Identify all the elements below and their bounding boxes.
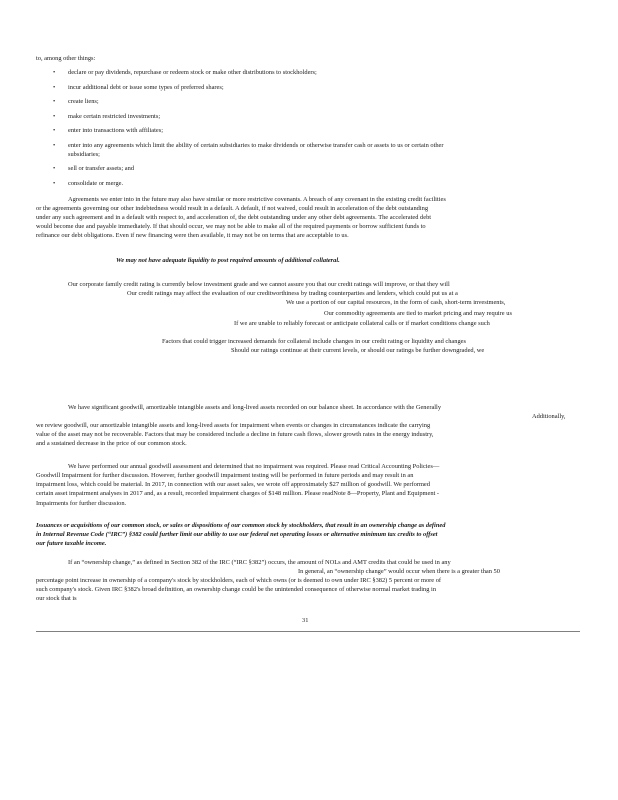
page-number: 31: [302, 617, 309, 624]
intro-text: to, among other things:: [36, 55, 96, 62]
paragraph-line: We have performed our annual goodwill assessment and determined that no impairment was required. Please read Critical Accounting Policies—: [68, 463, 440, 470]
paragraph-line: We have significant goodwill, amortizable intangible assets and long-lived assets recorded on our balance sheet. In accordance with the Generally: [68, 404, 442, 411]
list-item-text: incur additional debt or issue some types of preferred shares;: [68, 84, 224, 91]
heading-line: our future taxable income.: [36, 540, 107, 547]
bullet-glyph: •: [53, 165, 56, 172]
paragraph-line: If an “ownership change,” as defined in Section 382 of the IRC (“IRC §382”) occurs, the amount of NOLs and AMT credits that could be used in any: [68, 559, 451, 566]
paragraph-line: would become due and payable immediately. If that should occur, we may not be able to make all of the required payments or borrow sufficient funds to: [36, 223, 426, 230]
paragraph-line: under any such agreement and in a default with respect to, and acceleration of, the debt outstanding under any other debt agreements. The accelerated debt: [36, 214, 432, 221]
paragraph-line: such company's stock. Given IRC §382's broad definition, an ownership change could be the unintended consequence of otherwise normal market trading in: [36, 586, 437, 593]
bullet-glyph: •: [53, 142, 56, 149]
paragraph-line: impairment loss, which could be material. In 2017, in connection with our asset sales, we wrote off approximately $27 million of goodwill. We performed: [36, 481, 430, 488]
list-item-text: consolidate or merge.: [68, 180, 124, 187]
heading-line: in Internal Revenue Code (“IRC”) §382 could further limit our ability to use our federal net operating losses or alternative minimum tax credits to offset: [36, 531, 438, 538]
paragraph-line: our stock that is: [36, 595, 77, 602]
paragraph-line: Our corporate family credit rating is currently below investment grade and we cannot assure you that our credit ratings will improve, or that they will: [68, 281, 450, 288]
list-item-text: declare or pay dividends, repurchase or redeem stock or make other distributions to stockholders;: [68, 69, 317, 76]
paragraph-line: we review goodwill, our amortizable intangible assets and long-lived assets for impairment when events or changes in circumstances indicate the carrying: [36, 422, 431, 429]
list-item-text: enter into any agreements which limit the ability of certain subsidiaries to make dividends or otherwise transfer cash or assets to us or certain other: [68, 142, 444, 149]
bullet-glyph: •: [53, 127, 56, 134]
list-item-text: create liens;: [68, 98, 99, 105]
heading-line: Issuances or acquisitions of our common stock, or sales or dispositions of our common stock by stockholders, that result in an ownership change as defined: [36, 522, 446, 529]
paragraph-line: If we are unable to reliably forecast or anticipate collateral calls or if market conditions change such: [234, 320, 490, 327]
paragraph-line: Factors that could trigger increased demands for collateral include changes in our credit rating or liquidity and changes: [162, 338, 466, 345]
bullet-glyph: •: [53, 180, 56, 187]
paragraph-line: Goodwill Impairment for further discussion. However, further goodwill impairment testing will be performed in future periods and may result in an: [36, 472, 414, 479]
list-item-text: enter into transactions with affiliates;: [68, 127, 164, 134]
paragraph-line: Our commodity agreements are tied to market pricing and may require us: [324, 310, 512, 317]
list-item-text: subsidiaries;: [68, 151, 100, 158]
paragraph-line: percentage point increase in ownership of a company's stock by stockholders, each of which owns (or is deemed to own under IRC §382) 5 percent or more of: [36, 577, 442, 584]
paragraph-line: Should our ratings continue at their current levels, or should our ratings be further downgraded, we: [231, 347, 485, 354]
list-item-text: make certain restricted investments;: [68, 113, 161, 120]
paragraph-line: refinance our debt obligations. Even if new financing were then available, it may not be on terms that are acceptable to us.: [36, 232, 349, 239]
paragraph-line: Our credit ratings may affect the evaluation of our creditworthiness by trading counterparties and lenders, which could put us at a: [127, 290, 458, 297]
list-item-text: sell or transfer assets; and: [68, 165, 135, 172]
bullet-glyph: •: [53, 98, 56, 105]
heading-liquidity: We may not have adequate liquidity to post required amounts of additional collateral.: [116, 257, 340, 264]
footer-divider: [36, 631, 580, 632]
paragraph-line: Impairments for further discussion.: [36, 500, 127, 507]
paragraph-line: Agreements we enter into in the future may also have similar or more restrictive covenants. A breach of any covenant in the existing credit facilities: [68, 196, 446, 203]
paragraph-line: or the agreements governing our other indebtedness would result in a default. A default, if not waived, could result in acceleration of the debt outstanding: [36, 205, 429, 212]
paragraph-line: certain asset impairment analyses in 2017 and, as a result, recorded impairment charges of $148 million. Please readNote 8—Property, Plant and Equipment -: [36, 490, 440, 497]
bullet-glyph: •: [53, 69, 56, 76]
bullet-glyph: •: [53, 84, 56, 91]
paragraph-line: In general, an “ownership change” would occur when there is a greater than 50: [298, 568, 500, 575]
bullet-glyph: •: [53, 113, 56, 120]
paragraph-line: and a sustained decrease in the price of our common stock.: [36, 440, 187, 447]
paragraph-line: We use a portion of our capital resources, in the form of cash, short-term investments,: [286, 299, 506, 306]
paragraph-line: value of the asset may not be recoverable. Factors that may be considered include a decline in future cash flows, slower growth rates in the energy industry,: [36, 431, 434, 438]
paragraph-line: Additionally,: [532, 413, 566, 420]
